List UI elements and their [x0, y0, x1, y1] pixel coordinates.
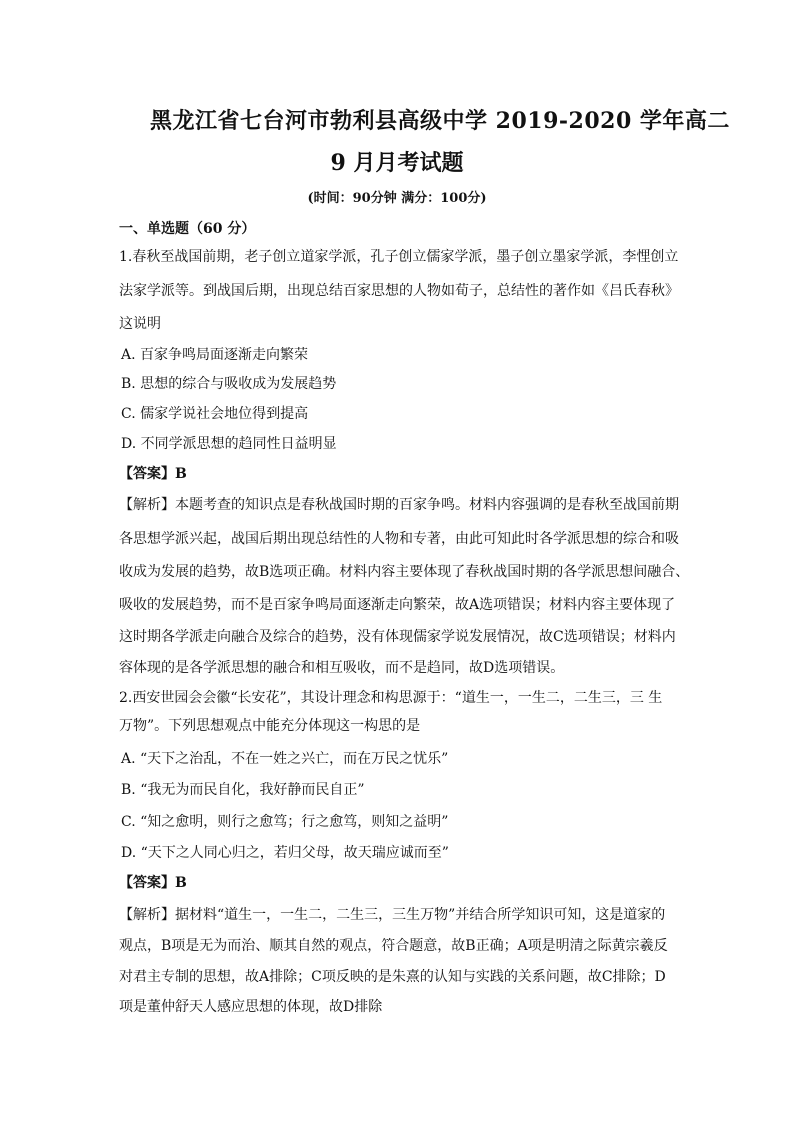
- q1-option-c: C. 儒家学说社会地位得到提高: [121, 406, 309, 422]
- q2-answer: 【答案】B: [119, 875, 187, 891]
- q2-analysis-line: 【解析】据材料“道生一，一生二，二生三，三生万物”并结合所学知识可知，这是道家的: [119, 907, 666, 923]
- q1-analysis-line: 收成为发展的趋势，故B选项正确。材料内容主要体现了春秋战国时期的各学派思想间融合、: [119, 564, 690, 580]
- q2-option-a: A. “天下之治乱，不在一姓之兴亡，而在万民之忧乐”: [121, 751, 449, 767]
- exam-title-line2: 9 月月考试题: [330, 150, 464, 176]
- q2-analysis-line: 项是董仲舒天人感应思想的体现，故D排除: [119, 999, 383, 1015]
- q1-analysis-line: 各思想学派兴起，战国后期出现总结性的人物和专著，由此可知此时各学派思想的综合和吸: [119, 531, 679, 547]
- q1-stem-line: 这说明: [119, 316, 161, 332]
- q1-analysis-line: 这时期各学派走向融合及综合的趋势，没有体现儒家学说发展情况，故C选项错误；材料内: [119, 629, 676, 645]
- q2-option-b: B. “我无为而民自化，我好静而民自正”: [121, 782, 365, 798]
- q1-option-a: A. 百家争鸣局面逐渐走向繁荣: [121, 347, 309, 363]
- q1-stem-line: 1.春秋至战国前期，老子创立道家学派，孔子创立儒家学派，墨子创立墨家学派，李悝创立: [119, 249, 679, 265]
- q2-analysis-line: 观点，B项是无为而治、顺其自然的观点，符合题意，故B正确；A项是明清之际黄宗羲反: [119, 938, 668, 954]
- q1-analysis-line: 容体现的是各学派思想的融合和相互吸收，而不是趋同，故D选项错误。: [119, 660, 565, 676]
- q1-stem-line: 法家学派等。到战国后期，出现总结百家思想的人物如荀子，总结性的著作如《吕氏春秋》: [119, 283, 679, 299]
- q2-analysis-line: 对君主专制的思想，故A排除；C项反映的是朱熹的认知与实践的关系问题，故C排除；D: [119, 969, 666, 985]
- q1-option-d: D. 不同学派思想的趋同性日益明显: [121, 436, 337, 452]
- q2-option-c: C. “知之愈明，则行之愈笃；行之愈笃，则知之益明”: [121, 814, 449, 830]
- exam-title-line1: 黑龙江省七台河市勃利县高级中学 2019-2020 学年高二: [150, 108, 730, 134]
- section-heading: 一、单选题（60 分）: [119, 221, 256, 237]
- q1-answer: 【答案】B: [119, 466, 187, 482]
- exam-time-score: (时间：90分钟 满分：100分): [307, 191, 487, 206]
- q2-stem-line: 2.西安世园会会徽“长安花”，其设计理念和构思源于：“道生一，一生二，二生三，三 生: [119, 690, 663, 706]
- q1-analysis-line: 吸收的发展趋势，而不是百家争鸣局面逐渐走向繁荣，故A选项错误；材料内容主要体现了: [119, 597, 676, 613]
- q1-option-b: B. 思想的综合与吸收成为发展趋势: [121, 376, 337, 392]
- q1-analysis-line: 【解析】本题考查的知识点是春秋战国时期的百家争鸣。材料内容强调的是春秋至战国前期: [119, 497, 679, 513]
- q2-stem-line: 万物”。下列思想观点中能充分体现这一构思的是: [119, 718, 421, 734]
- q2-option-d: D. “天下之人同心归之，若归父母，故天瑞应诚而至”: [121, 845, 449, 861]
